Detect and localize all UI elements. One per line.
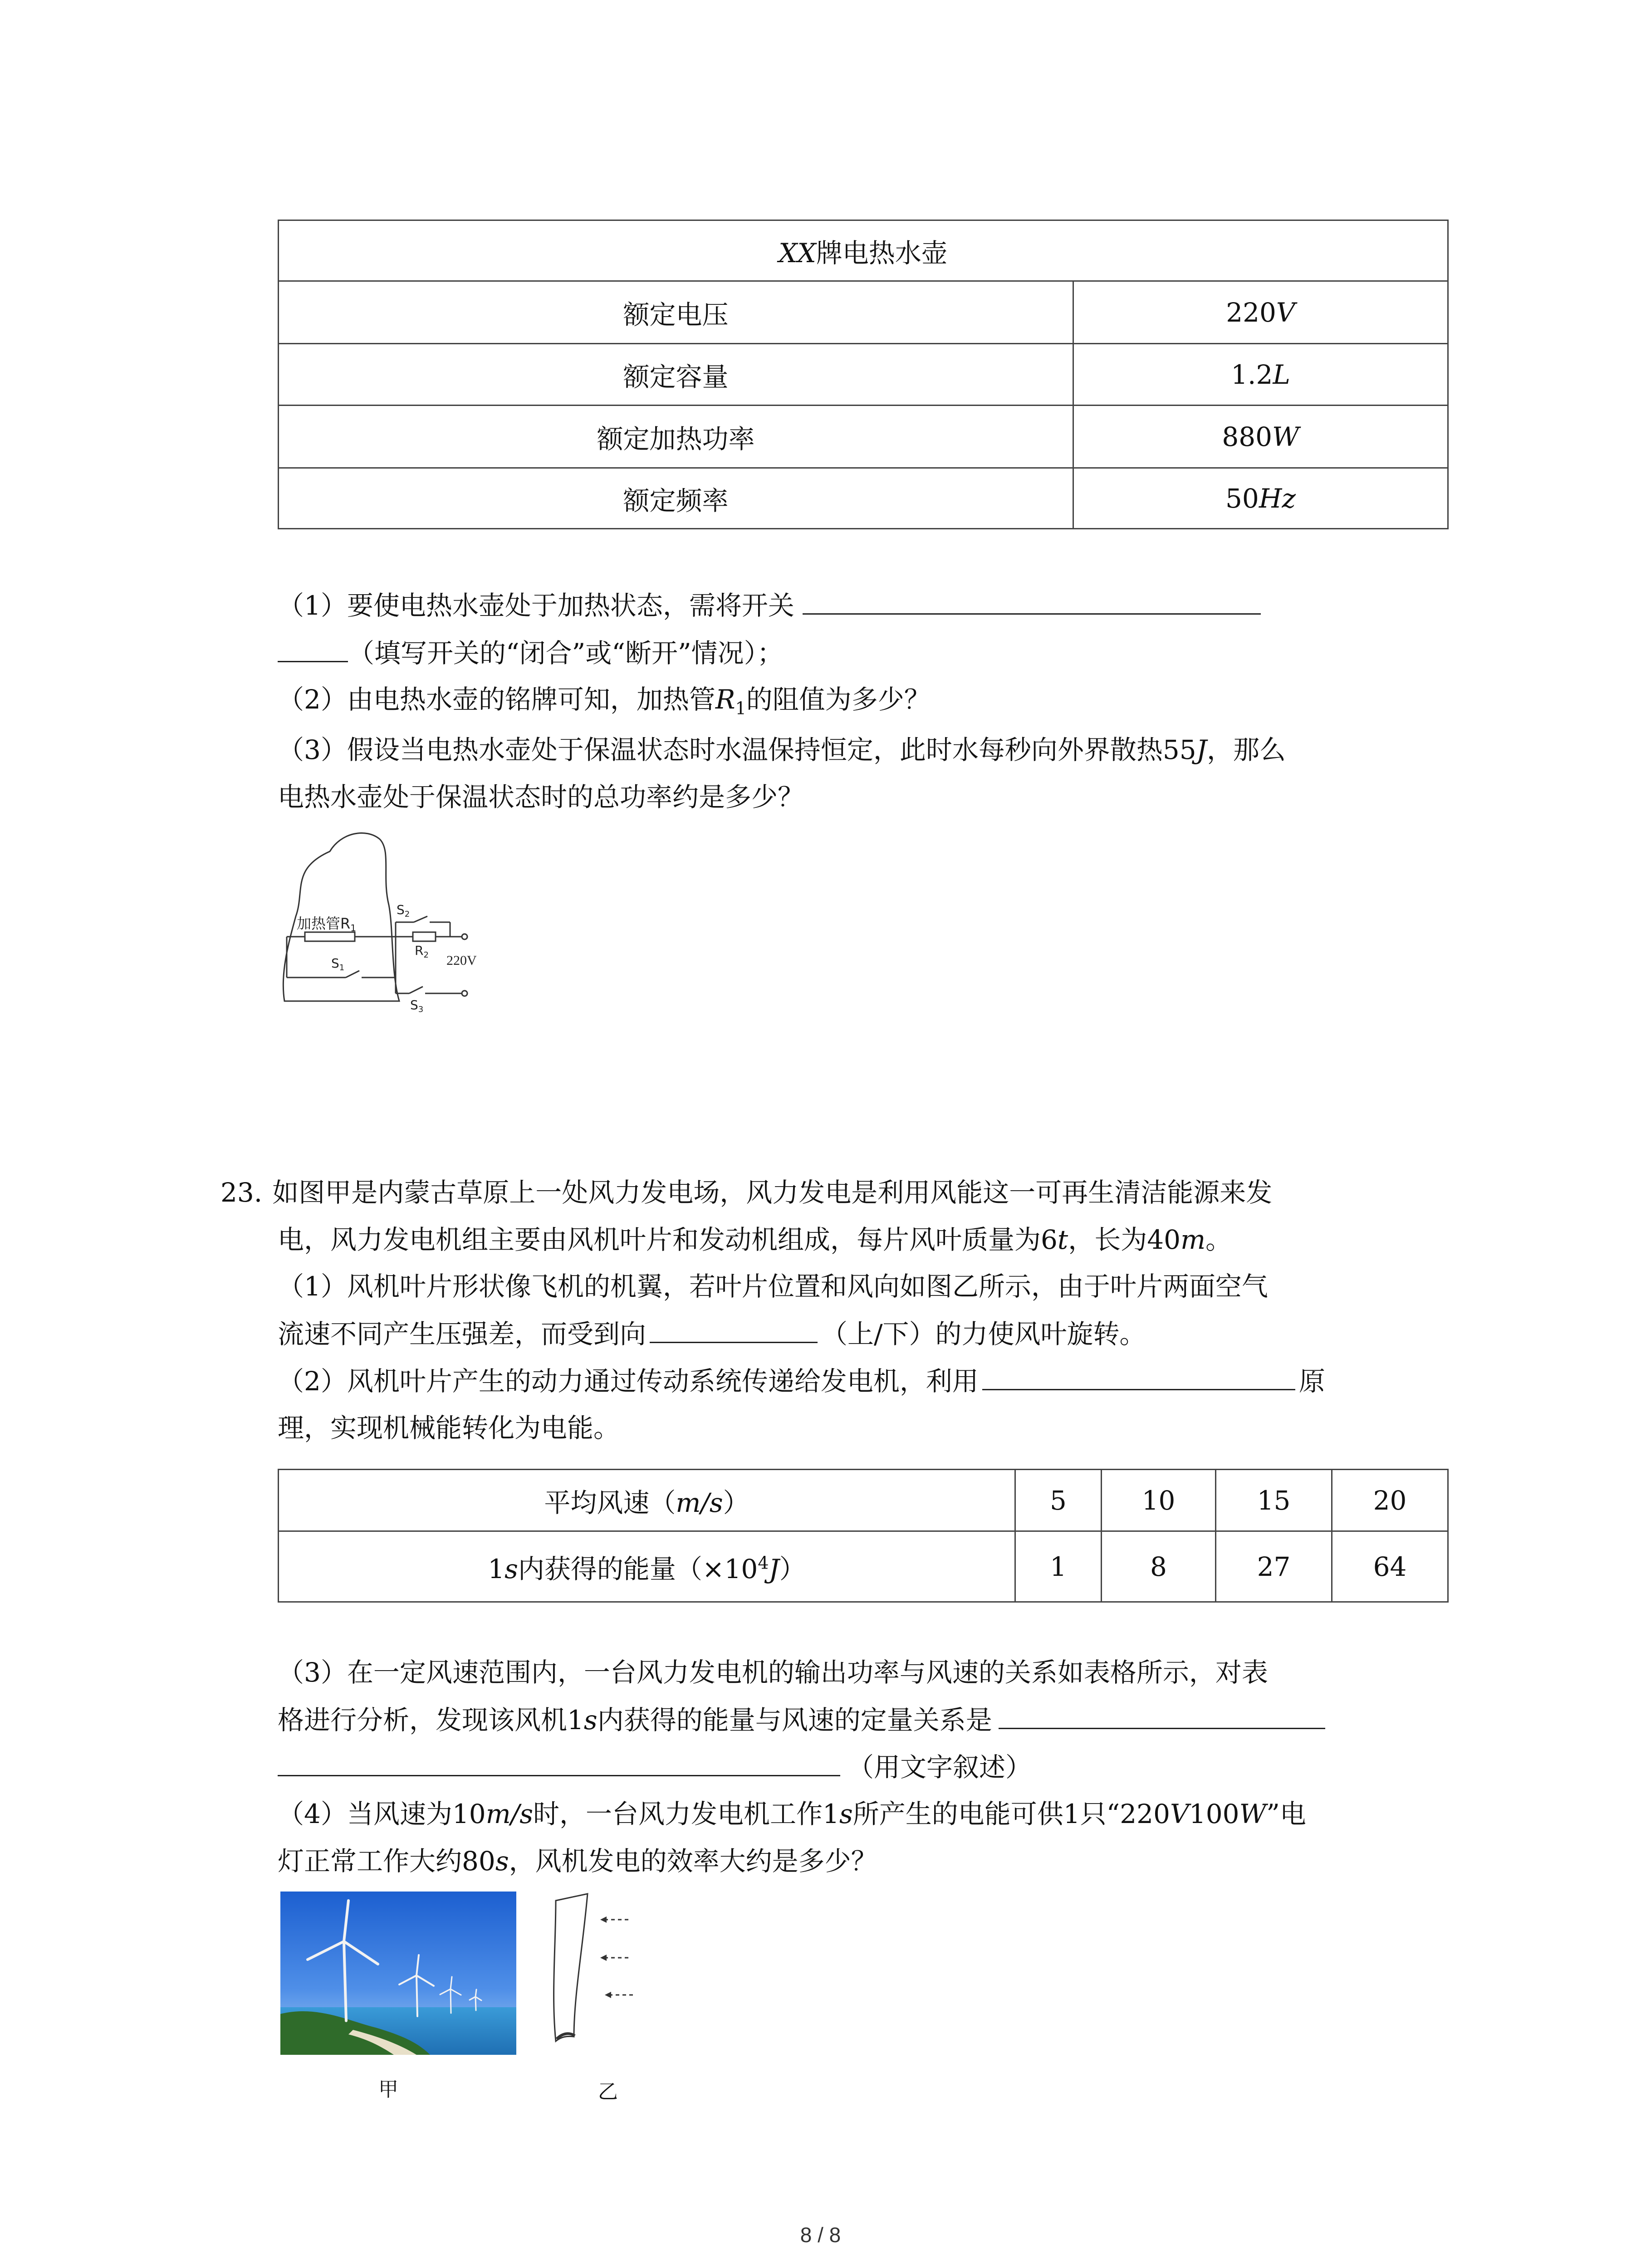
kettle-nameplate-table [278, 220, 1449, 529]
q23-part3-line3: （用文字叙述） [278, 1751, 1032, 1784]
energy-cell: 27 [1216, 1531, 1332, 1602]
answer-blank[interactable] [278, 1751, 840, 1776]
blade-outline [554, 1894, 588, 2041]
spec-label: 额定频率 [279, 468, 1073, 529]
question-number: 23. [220, 1177, 263, 1208]
q23-part4-line1: （4）当风速为10m/s时，一台风力发电机工作1s所产生的电能可供1只“220V100W”电 [278, 1799, 1306, 1829]
energy-cell: 8 [1102, 1531, 1216, 1602]
svg-text:加热管R1: 加热管R1 [297, 915, 356, 934]
r2-resistor [413, 932, 436, 941]
blade-wind-diagram [542, 1892, 692, 2046]
answer-blank[interactable] [650, 1318, 818, 1343]
q23-part2-line2: 理，实现机械能转化为电能。 [278, 1413, 620, 1443]
svg-text:S1: $S_1$ [331, 956, 345, 973]
q23-part1-line1: （1）风机叶片形状像飞机的机翼，若叶片位置和风向如图乙所示，由于叶片两面空气 [278, 1271, 1268, 1302]
svg-text:R2: $R_2$ [415, 943, 429, 960]
energy-cell: 1 [1015, 1531, 1102, 1602]
spec-value: 220V [1073, 281, 1448, 344]
wind-energy-table [278, 1469, 1449, 1603]
spec-label: 额定加热功率 [279, 406, 1073, 468]
q23-part4-line2: 灯正常工作大约80s，风机发电的效率大约是多少？ [278, 1846, 877, 1877]
answer-blank[interactable] [999, 1704, 1325, 1729]
q22-part3-line1: （3）假设当电热水壶处于保温状态时水温保持恒定，此时水每秒向外界散热55J，那么 [278, 734, 1286, 765]
q22-part1-line2: （填写开关的“闭合”或“断开”情况）； [278, 637, 784, 670]
q22-part1-line1: （1）要使电热水壶处于加热状态，需将开关 [278, 590, 1261, 622]
wind-farm-photo [280, 1892, 516, 2055]
svg-text:S3: $S_3$ [410, 997, 424, 1014]
spec-label: 额定容量 [279, 344, 1073, 406]
speed-cell: 15 [1216, 1470, 1332, 1531]
answer-blank[interactable] [982, 1365, 1295, 1390]
page-number: 8 / 8 [800, 2223, 841, 2247]
row-label-energy: 1s内获得的能量$(\times 10^4J)$ [279, 1531, 1015, 1602]
q23-intro-line1: 23. 如图甲是内蒙古草原上一处风力发电场，风力发电是利用风能这一可再生清洁能源来发 [220, 1177, 1273, 1208]
spec-value: 50Hz [1073, 468, 1448, 529]
svg-text:220V: 220V [446, 953, 477, 968]
heater-resistor [305, 932, 355, 941]
q22-part3-line2: 电热水壶处于保温状态时的总功率约是多少？ [278, 782, 804, 812]
kettle-circuit-diagram [278, 823, 532, 1014]
speed-cell: 10 [1102, 1470, 1216, 1531]
svg-text:S2: $S_2$ [397, 902, 410, 919]
q23-part3-line1: （3）在一定风速范围内，一台风力发电机的输出功率与风速的关系如表格所示，对表 [278, 1657, 1268, 1688]
answer-blank[interactable] [278, 637, 348, 662]
spec-label: 额定电压 [279, 281, 1073, 344]
figure-caption-yi: 乙 [598, 2081, 618, 2103]
wind-arrows [606, 1920, 633, 1995]
nameplate-title: XX牌电热水壶 [279, 220, 1448, 281]
speed-cell: 20 [1332, 1470, 1448, 1531]
q23-intro-line2: 电，风力发电机组主要由风机叶片和发动机组成，每片风叶质量为6t，长为40m。 [278, 1224, 1232, 1255]
speed-cell: 5 [1015, 1470, 1102, 1531]
q22-part2: （2）由电热水壶的铭牌可知，加热管$R_1$的阻值为多少？ [278, 684, 931, 719]
row-label-wind-speed: 平均风速（m/s） [279, 1470, 1015, 1531]
spec-value: 880W [1073, 406, 1448, 468]
energy-cell: 64 [1332, 1531, 1448, 1602]
answer-blank[interactable] [803, 590, 1261, 615]
q23-part2-line1: （2）风机叶片产生的动力通过传动系统传递给发电机，利用 原 [278, 1366, 1325, 1397]
q23-part3-line2: 格进行分析，发现该风机1s内获得的能量与风速的定量关系是 [278, 1704, 1325, 1736]
figure-caption-jia: 甲 [378, 2078, 398, 2101]
spec-value: 1.2L [1073, 344, 1448, 406]
q23-part1-line2: 流速不同产生压强差，而受到向 （上/下）的力使风叶旋转。 [278, 1319, 1146, 1349]
